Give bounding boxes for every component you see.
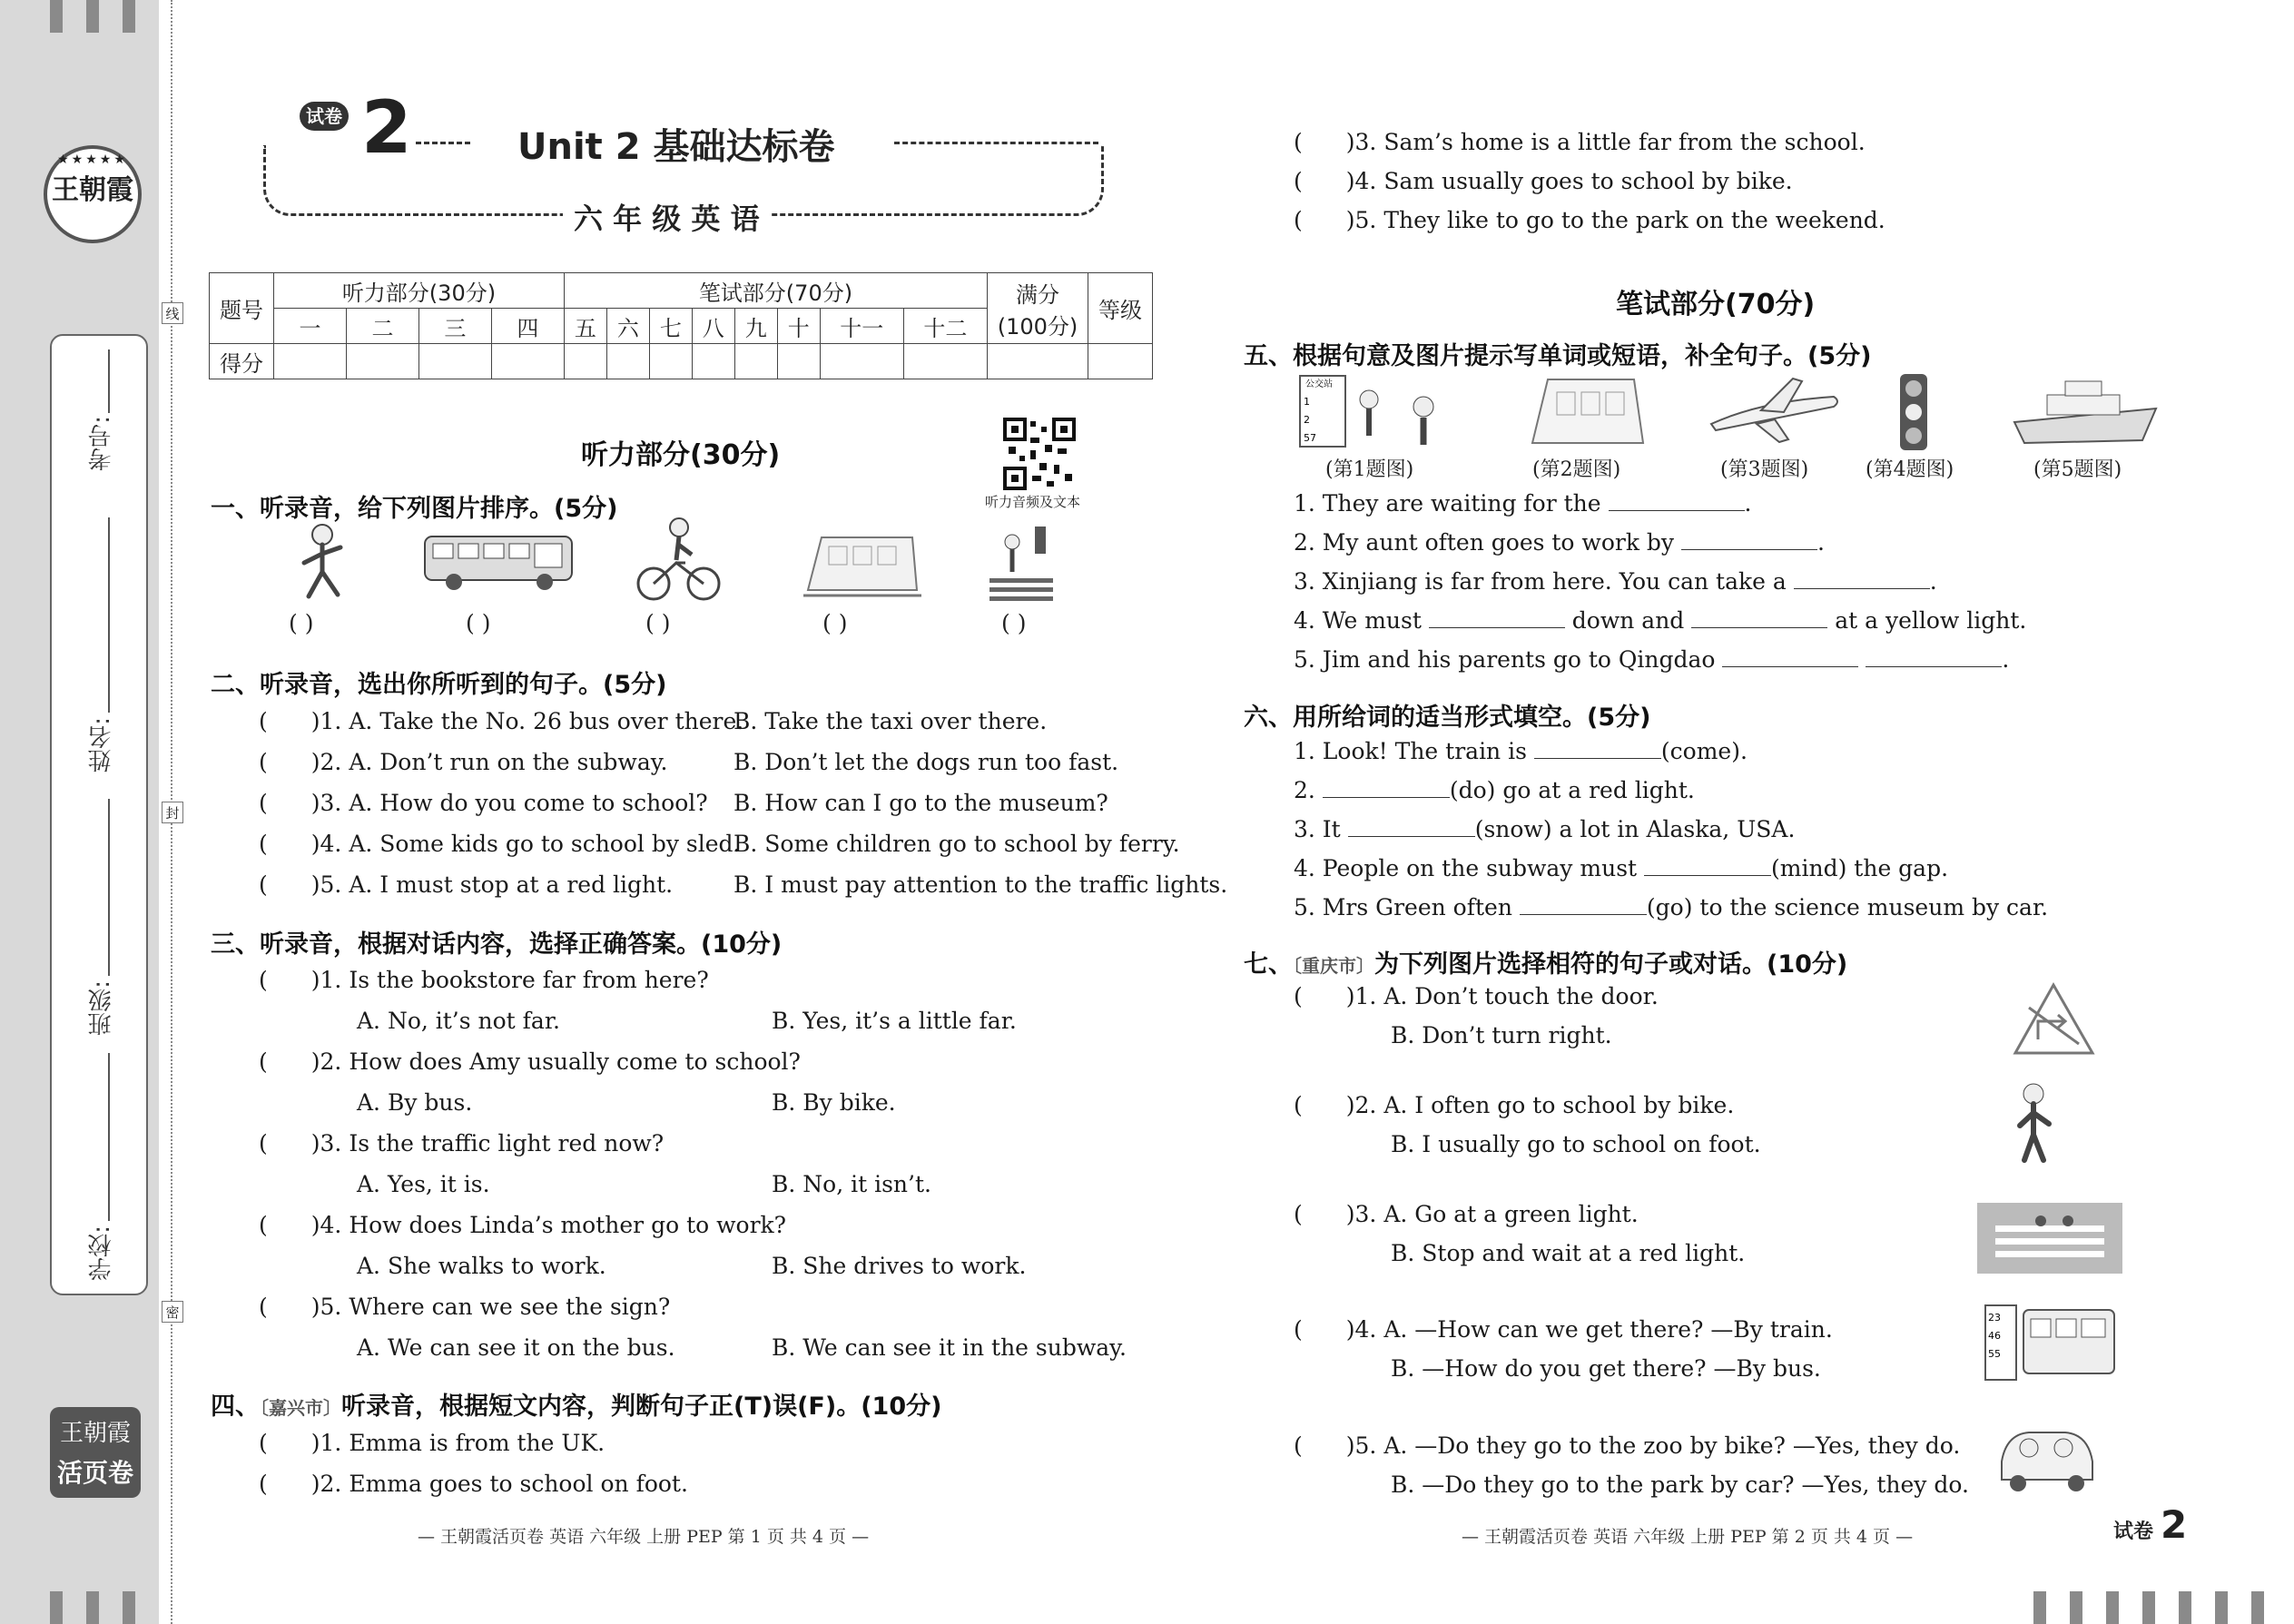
s4-statement: )5. They like to go to the park on the weekend. <box>1345 207 1885 233</box>
figure-caption: (第3题图) <box>1720 458 1809 481</box>
table-cell: 五 <box>564 309 606 344</box>
s6-sentence: (snow) a lot in Alaska, USA. <box>1474 816 1796 842</box>
score-cell[interactable] <box>820 344 903 379</box>
s3-question: )1. Is the bookstore far from here? <box>310 967 709 993</box>
section-4-title: 听录音，根据短文内容，判断句子正(T)误(F)。(10分) <box>341 1393 942 1421</box>
running-kid-picture <box>290 522 354 607</box>
bus-stop-sign-text: 公交站 <box>1305 379 1333 389</box>
s3-option-a: A. By bus. <box>357 1089 473 1116</box>
score-cell[interactable] <box>734 344 777 379</box>
s6-sentence: (mind) the gap. <box>1771 855 1949 881</box>
bus-stop-picture <box>1298 372 1452 453</box>
s4-statement: )1. Emma is from the UK. <box>310 1430 605 1456</box>
table-cell: 八 <box>692 309 734 344</box>
subway-picture <box>803 527 921 603</box>
ship-picture <box>2011 372 2165 453</box>
stripe-mark <box>2142 1591 2155 1624</box>
stop-number: 23 <box>1988 1312 2001 1324</box>
s7-option-b: B. Stop and wait at a red light. <box>1391 1240 1746 1266</box>
crosswalk-picture <box>1977 1198 2127 1279</box>
answer-blank[interactable] <box>1429 607 1565 628</box>
class-label: 班级: <box>88 980 115 1036</box>
s3-option-a: A. Yes, it is. <box>357 1171 490 1197</box>
subway-train-picture <box>1525 372 1652 453</box>
crossing-picture <box>985 522 1058 607</box>
s2-option-a: )2. A. Don’t run on the subway. <box>310 749 668 775</box>
s2-option-b: B. I must pay attention to the traffic lights. <box>733 871 1228 898</box>
s7-option-b: B. —Do they go to the park by car? —Yes, they do. <box>1391 1471 1969 1498</box>
s3-option-b: B. Yes, it’s a little far. <box>772 1008 1017 1034</box>
score-cell[interactable] <box>606 344 649 379</box>
plane-picture <box>1707 374 1843 450</box>
writing-heading: 笔试部分(70分) <box>1616 289 1816 320</box>
car-family-picture <box>1993 1407 2102 1501</box>
s7-option-a: )3. A. Go at a green light. <box>1345 1201 1639 1227</box>
listening-heading: 听力部分(30分) <box>581 439 781 471</box>
s4-statement: )3. Sam’s home is a little far from the school. <box>1345 129 1866 155</box>
s6-sentence: 3. It <box>1294 816 1341 842</box>
exam-number-label: 考号: <box>88 416 115 471</box>
score-cell[interactable] <box>1088 344 1153 379</box>
figure-caption: (第5题图) <box>2033 458 2122 481</box>
s2-option-b: B. Don’t let the dogs run too fast. <box>733 749 1119 775</box>
footer-badge-number: 2 <box>2161 1502 2188 1547</box>
page-subtitle: 六 年 级 英 语 <box>563 196 771 238</box>
s7-option-b: B. —How do you get there? —By bus. <box>1391 1355 1821 1382</box>
stop-number: 57 <box>1304 432 1316 444</box>
answer-blank[interactable] <box>1722 646 1858 667</box>
qr-code[interactable] <box>1003 418 1076 490</box>
section-1-title: 一、听录音，给下列图片排序。(5分) <box>211 495 618 523</box>
score-cell[interactable] <box>777 344 820 379</box>
answer-blank[interactable] <box>1520 894 1647 915</box>
answer-paren[interactable]: ( ) <box>822 610 848 636</box>
s2-option-a: )1. A. Take the No. 26 bus over there. <box>310 708 744 734</box>
table-cell: 九 <box>734 309 777 344</box>
s6-sentence: (come). <box>1660 738 1748 764</box>
answer-blank[interactable] <box>1644 855 1771 876</box>
figure-caption: (第4题图) <box>1866 458 1954 481</box>
s5-sentence: 5. Jim and his parents go to Qingdao <box>1294 646 1716 673</box>
s2-option-b: B. How can I go to the museum? <box>733 790 1108 816</box>
header-dash <box>894 142 1098 144</box>
bus-picture <box>422 531 576 598</box>
table-cell: 一 <box>274 309 347 344</box>
table-header-cell: 题号 <box>210 273 274 344</box>
brand-bottom-logo <box>50 1407 141 1498</box>
s3-option-a: A. No, it’s not far. <box>357 1008 560 1034</box>
cyclist-picture <box>635 513 722 607</box>
stripe-mark <box>2215 1591 2228 1624</box>
footer-badge: 试卷 <box>2113 1521 2154 1543</box>
s7-option-a: )1. A. Don’t touch the door. <box>1345 983 1659 1009</box>
score-cell[interactable] <box>564 344 606 379</box>
s3-option-b: B. By bike. <box>772 1089 896 1116</box>
school-label: 学校: <box>88 1225 115 1281</box>
answer-blank[interactable] <box>1866 646 2002 667</box>
table-cell: 四 <box>491 309 564 344</box>
stop-number: 2 <box>1304 414 1310 426</box>
answer-blank[interactable] <box>1691 607 1827 628</box>
answer-paren[interactable]: ( ) <box>645 610 671 636</box>
s3-question: )4. How does Linda’s mother go to work? <box>310 1212 787 1238</box>
table-cell: 得分 <box>210 344 274 379</box>
s7-option-a: )2. A. I often go to school by bike. <box>1345 1092 1735 1118</box>
section-6-title: 六、用所给词的适当形式填空。(5分) <box>1244 704 1651 732</box>
cut-mark: 密 <box>162 1301 183 1323</box>
score-cell[interactable] <box>649 344 692 379</box>
s7-option-b: B. I usually go to school on foot. <box>1391 1131 1761 1157</box>
brand-bottom-line2: 活页卷 <box>56 1458 133 1488</box>
s3-question: )2. How does Amy usually come to school? <box>310 1048 801 1075</box>
section-3-title: 三、听录音，根据对话内容，选择正确答案。(10分) <box>211 930 783 959</box>
student-info-box <box>50 334 148 1295</box>
class-field[interactable] <box>108 799 110 976</box>
table-cell: 七 <box>649 309 692 344</box>
stripe-mark <box>2106 1591 2119 1624</box>
score-table <box>209 272 1153 379</box>
s2-option-b: B. Take the taxi over there. <box>733 708 1048 734</box>
stop-number: 46 <box>1988 1330 2001 1342</box>
answer-paren[interactable]: ( ) <box>466 610 491 636</box>
s7-option-a: )4. A. —How can we get there? —By train. <box>1345 1316 1833 1343</box>
stop-number: 1 <box>1304 396 1310 408</box>
section-7-title: 为下列图片选择相符的句子或对话。(10分) <box>1374 950 1848 979</box>
s3-option-b: B. We can see it in the subway. <box>772 1334 1127 1361</box>
s3-option-a: A. She walks to work. <box>357 1253 606 1279</box>
s7-option-a: )5. A. —Do they go to the zoo by bike? —Yes, they do. <box>1345 1432 1961 1459</box>
s3-option-a: A. We can see it on the bus. <box>357 1334 675 1361</box>
header-dash <box>416 142 470 144</box>
s2-option-b: B. Some children go to school by ferry. <box>733 831 1180 857</box>
figure-caption: (第2题图) <box>1532 458 1621 481</box>
section-5-title: 五、根据句意及图片提示写单词或短语，补全句子。(5分) <box>1244 342 1872 370</box>
page-title: Unit 2 基础达标卷 <box>517 126 835 168</box>
s5-sentence: 3. Xinjiang is far from here. You can take a <box>1294 568 1787 595</box>
s2-option-a: )5. A. I must stop at a red light. <box>310 871 674 898</box>
total-label: 满分 <box>1016 281 1059 308</box>
s3-question: )5. Where can we see the sign? <box>310 1294 671 1320</box>
s4-statement: )4. Sam usually goes to school by bike. <box>1345 168 1793 194</box>
stripe-mark <box>2033 1591 2046 1624</box>
s5-sentence: at a yellow light. <box>1835 607 2027 634</box>
s3-question: )3. Is the traffic light red now? <box>310 1130 665 1156</box>
score-cell[interactable] <box>692 344 734 379</box>
s3-option-b: B. No, it isn’t. <box>772 1171 931 1197</box>
walking-kid-picture <box>2002 1080 2065 1170</box>
s5-sentence: 2. My aunt often goes to work by <box>1294 529 1675 556</box>
answer-blank[interactable] <box>1609 490 1745 511</box>
answer-blank[interactable] <box>1534 738 1661 759</box>
logo-text: 王朝霞 <box>52 174 133 206</box>
table-header-cell: 笔试部分(70分) <box>564 273 987 309</box>
bus-stop-picture-2 <box>1984 1303 2120 1388</box>
exam-number-field[interactable] <box>108 349 110 413</box>
score-cell[interactable] <box>988 344 1088 379</box>
footer-left: — 王朝霞活页卷 英语 六年级 上册 PEP 第 1 页 共 4 页 — <box>418 1527 870 1547</box>
brand-logo: ★★★★★ 王朝霞 <box>44 145 142 243</box>
region-tag: 〔嘉兴市〕 <box>260 1397 341 1419</box>
score-cell[interactable] <box>418 344 491 379</box>
s5-sentence: down and <box>1571 607 1685 634</box>
table-header-cell: 听力部分(30分) <box>274 273 565 309</box>
answer-paren[interactable]: ( ) <box>289 610 314 636</box>
answer-blank[interactable] <box>1348 816 1475 837</box>
traffic-light-picture <box>1895 372 1932 458</box>
stop-number: 55 <box>1988 1348 2001 1360</box>
stripe-mark <box>123 1591 135 1624</box>
name-field[interactable] <box>108 517 110 713</box>
s6-sentence: 4. People on the subway must <box>1294 855 1638 881</box>
s2-option-a: )3. A. How do you come to school? <box>310 790 708 816</box>
score-cell[interactable] <box>346 344 418 379</box>
paper-number: 2 <box>361 85 412 170</box>
stripe-mark <box>50 0 63 33</box>
score-cell[interactable] <box>491 344 564 379</box>
s6-sentence: 5. Mrs Green often <box>1294 894 1512 920</box>
s2-option-a: )4. A. Some kids go to school by sled. <box>310 831 741 857</box>
s6-sentence: 2. <box>1294 777 1315 803</box>
stripe-mark <box>2070 1591 2082 1624</box>
table-cell: 六 <box>606 309 649 344</box>
qr-caption: 听力音频及文本 <box>985 494 1081 510</box>
paper-badge: 试卷 <box>300 102 349 131</box>
section-2-title: 二、听录音，选出你所听到的句子。(5分) <box>211 671 667 699</box>
answer-blank[interactable] <box>1681 529 1817 550</box>
stripe-mark <box>86 1591 99 1624</box>
score-cell[interactable] <box>274 344 347 379</box>
cut-mark: 线 <box>162 302 183 324</box>
table-cell: 十 <box>777 309 820 344</box>
s4-statement: )2. Emma goes to school on foot. <box>310 1471 688 1497</box>
table-header-cell <box>988 273 1088 344</box>
score-cell[interactable] <box>903 344 987 379</box>
footer-right: — 王朝霞活页卷 英语 六年级 上册 PEP 第 2 页 共 4 页 — <box>1462 1527 1914 1547</box>
s5-sentence: 4. We must <box>1294 607 1422 634</box>
name-label: 姓名: <box>88 717 115 773</box>
total-note: (100分) <box>997 313 1078 340</box>
stripe-mark <box>2251 1591 2264 1624</box>
region-tag: 〔重庆市〕 <box>1293 955 1374 977</box>
stripe-mark <box>2179 1591 2191 1624</box>
answer-blank[interactable] <box>1794 568 1930 589</box>
stripe-mark <box>50 1591 63 1624</box>
answer-blank[interactable] <box>1323 777 1450 798</box>
school-field[interactable] <box>108 1053 110 1221</box>
cut-mark: 封 <box>162 802 183 823</box>
s6-sentence: (go) to the science museum by car. <box>1646 894 2049 920</box>
s5-sentence: 1. They are waiting for the <box>1294 490 1601 517</box>
s7-option-b: B. Don’t turn right. <box>1391 1022 1612 1048</box>
brand-bottom-line1: 王朝霞 <box>59 1420 131 1447</box>
figure-caption: (第1题图) <box>1325 458 1414 481</box>
stripe-mark <box>123 0 135 33</box>
stripe-mark <box>86 0 99 33</box>
s3-option-b: B. She drives to work. <box>772 1253 1027 1279</box>
table-cell: 十二 <box>903 309 987 344</box>
table-cell: 三 <box>418 309 491 344</box>
answer-paren[interactable]: ( ) <box>1001 610 1027 636</box>
s6-sentence: 1. Look! The train is <box>1294 738 1527 764</box>
no-turn-sign-picture <box>2011 980 2097 1061</box>
table-cell: 二 <box>346 309 418 344</box>
table-header-cell: 等级 <box>1088 273 1153 344</box>
table-cell: 十一 <box>820 309 903 344</box>
s6-sentence: (do) go at a red light. <box>1449 777 1695 803</box>
